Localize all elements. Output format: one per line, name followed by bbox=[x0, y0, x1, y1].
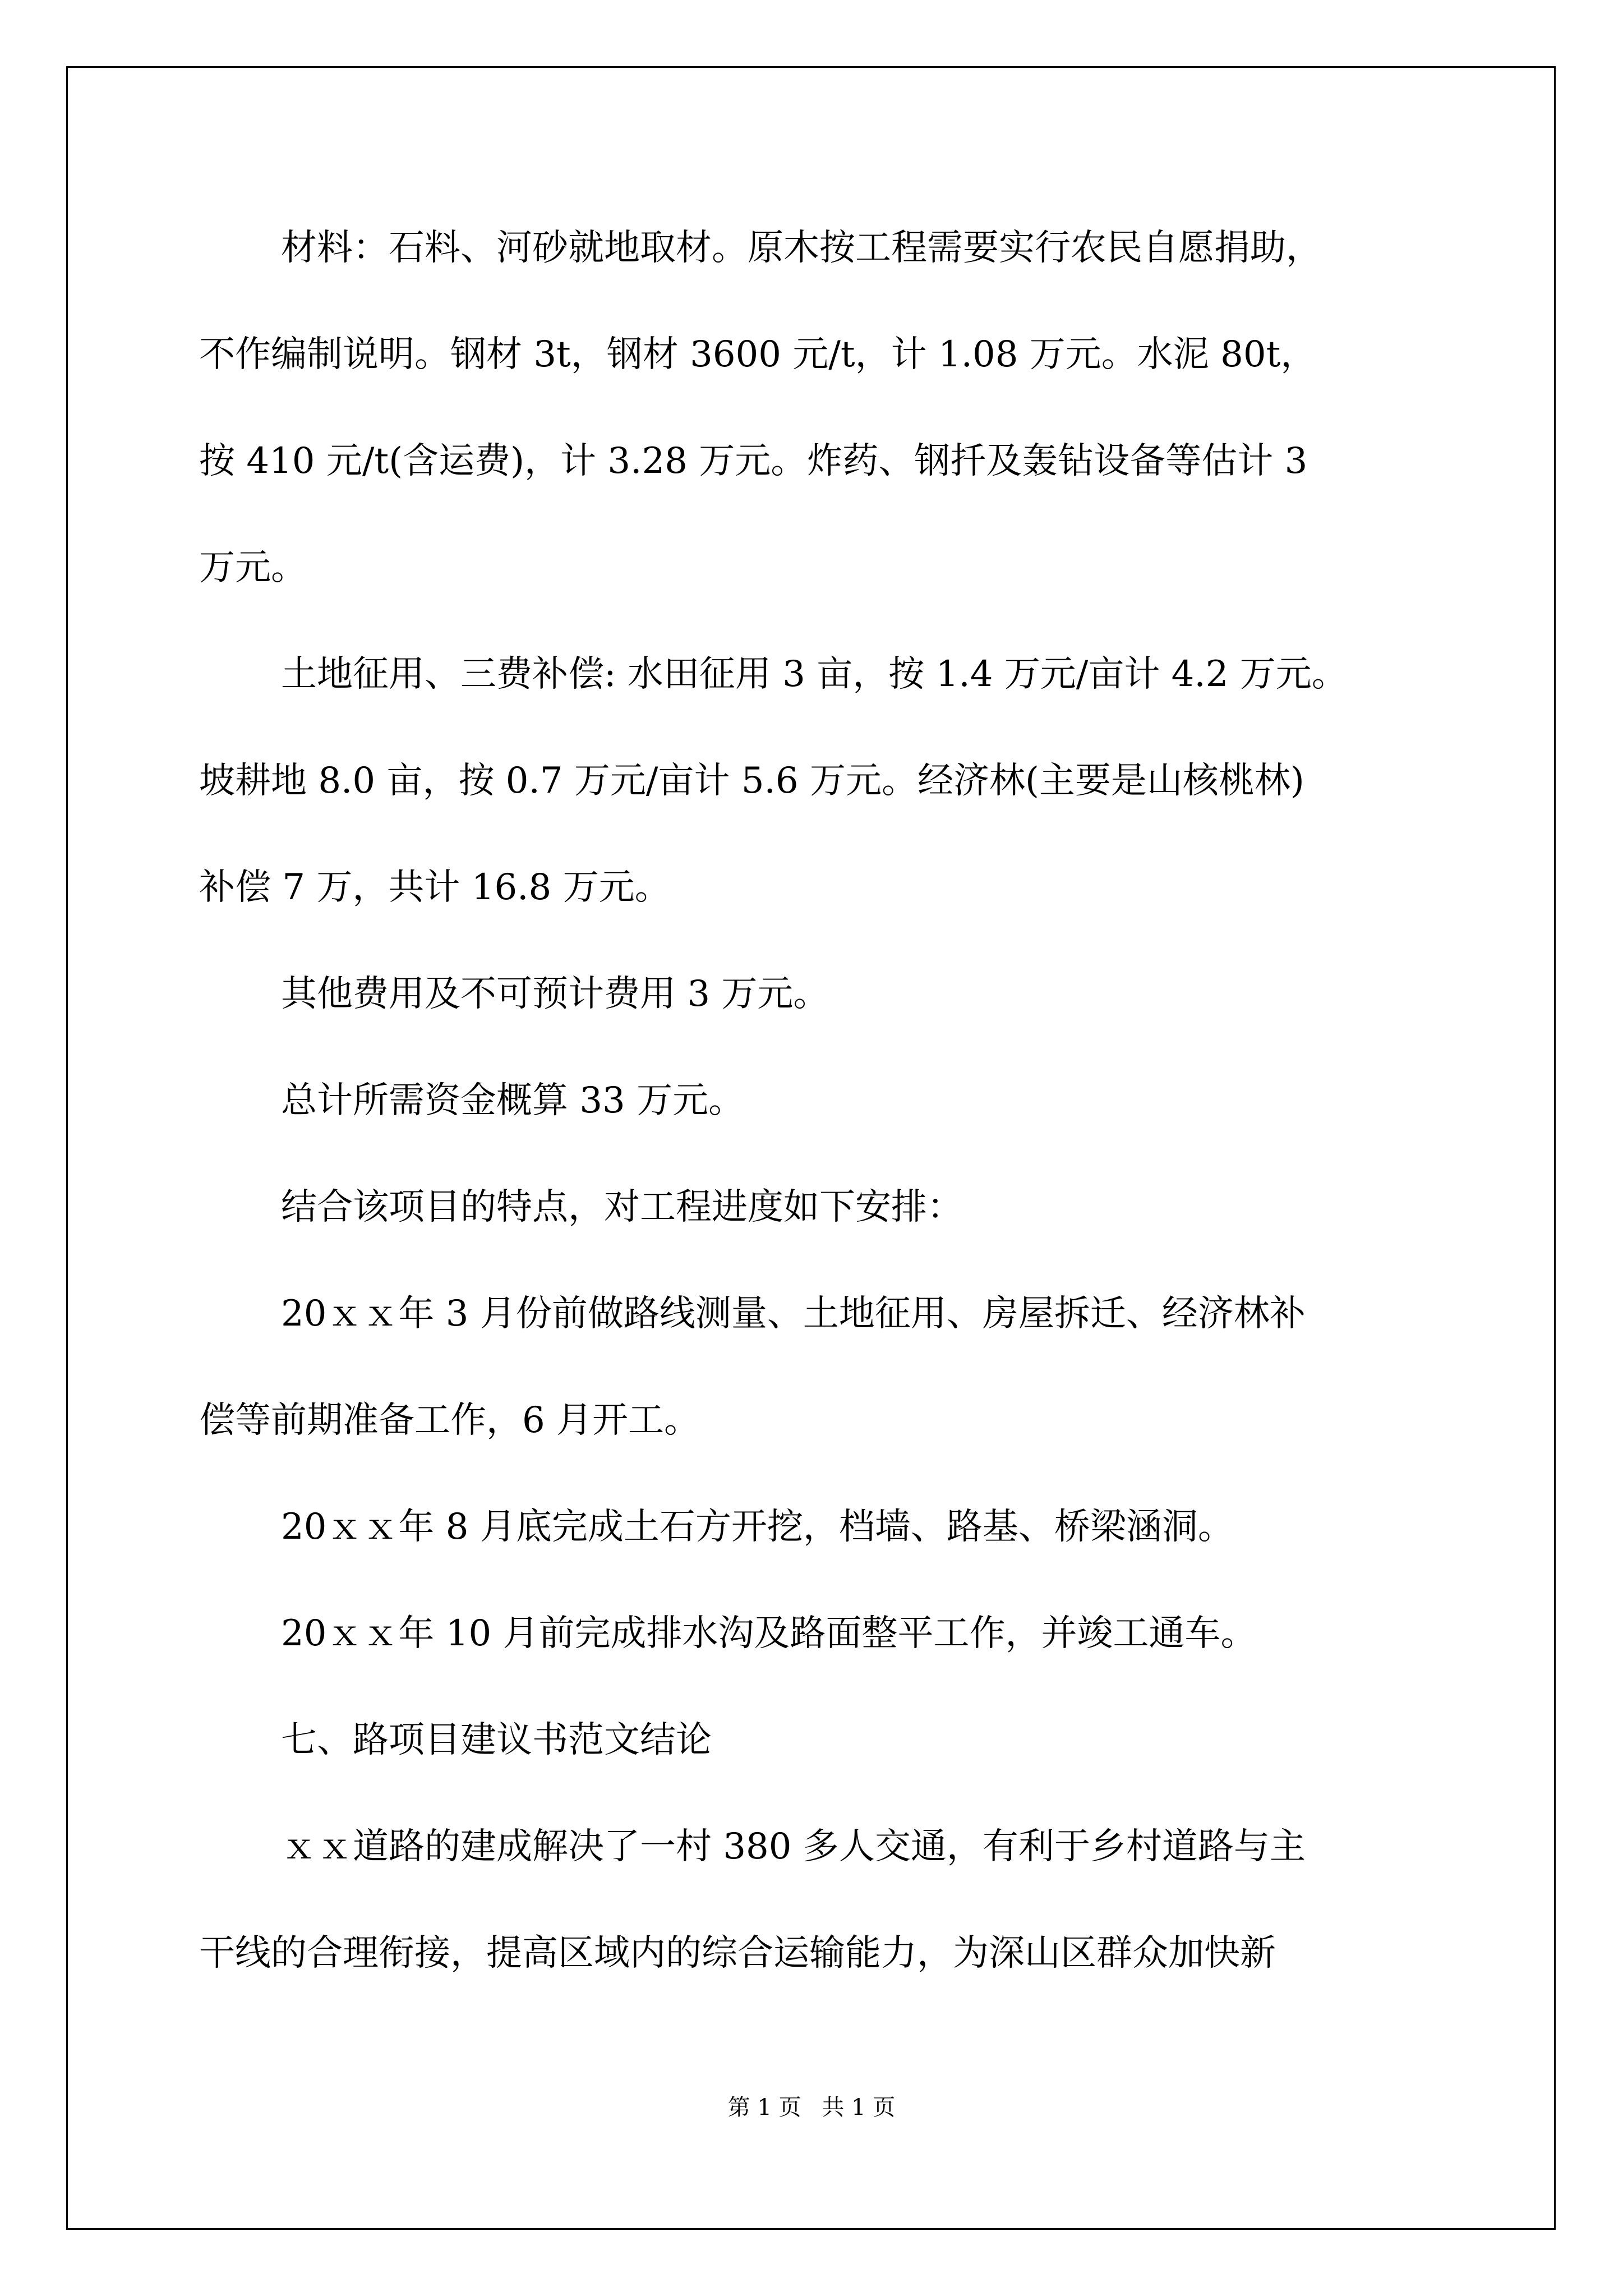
paragraph-line: 20ｘｘ年 8 月底完成土石方开挖，档墙、路基、桥梁涵洞。 bbox=[281, 1506, 1234, 1548]
paragraph-line: 20ｘｘ年 10 月前完成排水沟及路面整平工作，并竣工通车。 bbox=[281, 1613, 1257, 1654]
paragraph-line: 万元。 bbox=[199, 547, 307, 588]
paragraph-line: 材料：石料、河砂就地取材。原木按工程需要实行农民自愿捐助， bbox=[281, 227, 1322, 269]
paragraph-line: 偿等前期准备工作，6 月开工。 bbox=[199, 1400, 700, 1441]
paragraph-line: 其他费用及不可预计费用 3 万元。 bbox=[281, 973, 829, 1015]
paragraph-line: ｘｘ道路的建成解决了一村 380 多人交通，有利于乡村道路与主 bbox=[281, 1826, 1306, 1867]
paragraph-line: 坡耕地 8.0 亩，按 0.7 万元/亩计 5.6 万元。经济林(主要是山核桃林) bbox=[199, 760, 1304, 802]
paragraph-line: 总计所需资金概算 33 万元。 bbox=[281, 1080, 745, 1121]
paragraph-line: 干线的合理衔接，提高区域内的综合运输能力，为深山区群众加快新 bbox=[199, 1932, 1276, 1974]
paragraph-line: 补偿 7 万，共计 16.8 万元。 bbox=[199, 867, 671, 908]
paragraph-line: 结合该项目的特点，对工程进度如下安排： bbox=[281, 1186, 963, 1228]
page-footer bbox=[0, 2090, 1623, 2122]
section-heading: 七、路项目建议书范文结论 bbox=[281, 1719, 712, 1761]
page-number: 第 1 页 bbox=[727, 2095, 801, 2120]
paragraph-line: 土地征用、三费补偿: 水田征用 3 亩，按 1.4 万元/亩计 4.2 万元。 bbox=[281, 654, 1348, 695]
paragraph-line: 不作编制说明。钢材 3t，钢材 3600 元/t，计 1.08 万元。水泥 80t， bbox=[199, 334, 1317, 375]
page-total: 共 1 页 bbox=[822, 2095, 896, 2120]
paragraph-line: 按 410 元/t(含运费)，计 3.28 万元。炸药、钢扦及轰钻设备等估计 3 bbox=[199, 440, 1308, 482]
page-border bbox=[66, 66, 1556, 2230]
paragraph-line: 20ｘｘ年 3 月份前做路线测量、土地征用、房屋拆迁、经济林补 bbox=[281, 1293, 1306, 1335]
